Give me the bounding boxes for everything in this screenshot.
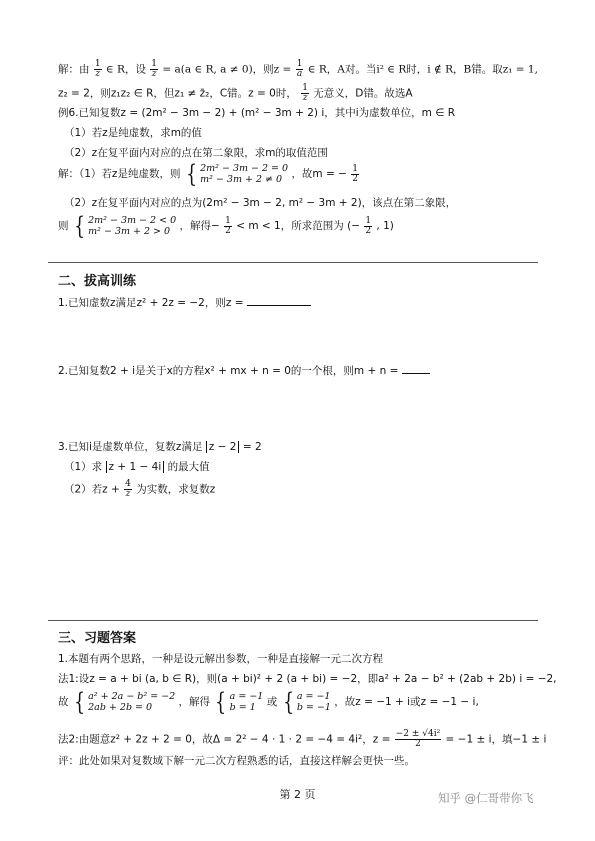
section3-line4 bbox=[58, 730, 546, 749]
fraction bbox=[296, 60, 304, 79]
section2-q3-sub2 bbox=[64, 480, 215, 499]
text: = a(a ∈ R, a ≠ 0)，则z = bbox=[162, 63, 292, 76]
system-row: 2m² − 3m − 2 = 0 bbox=[200, 163, 289, 174]
ex6-stem: 例6.已知复数z = (2m² − 3m − 2) + (m² − 3m + 2) i，其中i为虚数单位，m ∈ R bbox=[58, 107, 456, 119]
text: ∈ R，设 bbox=[105, 63, 146, 76]
section2-q3-stem bbox=[58, 440, 262, 454]
numerator: 1 bbox=[296, 59, 303, 69]
text: 2.已知复数2 + i是关于x的方程x² + mx + n = 0的一个根，则m + n = bbox=[58, 365, 399, 377]
denominator: z bbox=[302, 93, 308, 103]
text: 无意义，D错。故选A bbox=[313, 87, 413, 100]
text: （1）求 bbox=[64, 461, 103, 473]
text: 或 bbox=[266, 696, 278, 708]
ex6-answer2-line1: （2）z在复平面内对应的点为(2m² − 3m − 2, m² − 3m + 2)，该点在第二象限， bbox=[64, 197, 457, 209]
section2-q1 bbox=[58, 296, 311, 310]
brace: { bbox=[215, 688, 227, 716]
text: z₂ = 2，则z₁z₂ ∈ R，但z₁ ≠ z̄₂，C错。z = 0时， bbox=[58, 87, 297, 100]
section-divider bbox=[48, 620, 538, 621]
brace: { bbox=[74, 688, 85, 716]
text: 为实数，求复数z bbox=[136, 483, 216, 496]
system-row: m² − 3m + 2 ≠ 0 bbox=[200, 174, 283, 185]
numerator: 1 bbox=[365, 215, 372, 226]
system-row: a = −1 bbox=[229, 691, 264, 702]
fraction bbox=[301, 84, 309, 103]
text: ，故m = − bbox=[291, 168, 347, 180]
text: 的最大值 bbox=[167, 461, 210, 473]
numerator: 4 bbox=[125, 479, 131, 489]
numerator: 1 bbox=[302, 83, 308, 93]
fraction bbox=[224, 217, 232, 236]
numerator: 1 bbox=[225, 215, 231, 226]
text: 则 bbox=[58, 220, 69, 232]
denominator: 2 bbox=[365, 225, 372, 236]
section3-line3 bbox=[58, 690, 479, 714]
sol5-line1 bbox=[58, 60, 538, 79]
text: 故 bbox=[58, 696, 69, 708]
denominator: 2 bbox=[415, 739, 421, 749]
text: 解：（1）若z是纯虚数，则 bbox=[58, 168, 181, 180]
section3-line5: 评：此处如果对复数域下解一元二次方程熟悉的话，直接这样解会更快一些。 bbox=[58, 755, 415, 767]
brace: { bbox=[282, 688, 294, 716]
text: ，故z = −1 + i或z = −1 − i, bbox=[334, 696, 479, 708]
system-row: a = −1 bbox=[296, 691, 331, 702]
sol5-line2 bbox=[58, 84, 413, 103]
denominator: 2 bbox=[225, 225, 231, 236]
page-number: 第 2 页 bbox=[279, 788, 316, 801]
denominator: z bbox=[95, 69, 101, 79]
fraction bbox=[124, 480, 132, 499]
fraction bbox=[364, 217, 372, 236]
denominator: a bbox=[296, 69, 303, 79]
brace: { bbox=[186, 160, 197, 188]
text: （2）若z + bbox=[64, 483, 120, 496]
text: 3.已知i是虚数单位，复数z满足 bbox=[58, 441, 203, 453]
text: = 2 bbox=[242, 441, 262, 453]
numerator: −2 ± √4i² bbox=[395, 729, 441, 739]
system-row: b = −1 bbox=[296, 702, 331, 713]
system-row: a² + 2a − b² = −2 bbox=[88, 691, 176, 702]
ex6-q1: （1）若z是纯虚数，求m的值 bbox=[64, 127, 202, 139]
text: ∈ R，A对。当i² ∈ R时，i ∉ R，B错。取z₁ = 1, bbox=[307, 63, 538, 76]
section3-title: 三、习题答案 bbox=[58, 631, 137, 646]
denominator: 2 bbox=[352, 173, 359, 184]
answer-blank[interactable] bbox=[402, 364, 430, 374]
system-row: 2m² − 3m − 2 < 0 bbox=[88, 215, 177, 226]
section2-q2 bbox=[58, 364, 430, 378]
text: ，解得 bbox=[178, 696, 211, 708]
section3-line1: 1.本题有两个思路，一种是设元解出参数，一种是直接解一元二次方程 bbox=[58, 653, 384, 665]
section2-title: 二、拔高训练 bbox=[58, 274, 137, 289]
section-divider bbox=[48, 262, 538, 263]
abs-value: z − 2 bbox=[206, 441, 240, 453]
answer-blank[interactable] bbox=[247, 296, 311, 306]
equation-system bbox=[184, 162, 288, 186]
system-row: 2ab + 2b = 0 bbox=[88, 702, 153, 713]
numerator: 1 bbox=[151, 59, 158, 69]
numerator: 1 bbox=[352, 163, 359, 174]
system-row: m² − 3m + 2 > 0 bbox=[88, 226, 171, 237]
equation-system bbox=[72, 690, 175, 714]
text: ，解得− bbox=[179, 220, 220, 232]
equation-system bbox=[281, 690, 331, 714]
system-row: b = 1 bbox=[229, 702, 256, 713]
ex6-answer2-line2 bbox=[58, 214, 394, 238]
equation-system bbox=[72, 214, 176, 238]
brace: { bbox=[74, 212, 85, 240]
text: 法2:由题意z² + 2z + 2 = 0，故Δ = 2² − 4 · 1 · 2 = −4 = 4i²，z = bbox=[58, 733, 391, 746]
denominator: z bbox=[125, 489, 131, 499]
text: = −1 ± i，填−1 ± i bbox=[445, 733, 547, 746]
fraction bbox=[150, 60, 158, 79]
ex6-q2: （2）z在复平面内对应的点在第二象限，求m的取值范围 bbox=[64, 147, 328, 159]
numerator: 1 bbox=[94, 59, 101, 69]
fraction bbox=[94, 60, 102, 79]
abs-value: z + 1 − 4i bbox=[106, 461, 165, 473]
text: 解：由 bbox=[58, 63, 90, 76]
watermark: 知乎 @仁哥带你飞 bbox=[438, 791, 534, 805]
denominator: z bbox=[151, 69, 157, 79]
fraction bbox=[351, 165, 359, 184]
text: 1.已知虚数z满足z² + 2z = −2，则z = bbox=[58, 297, 244, 309]
section2-q3-sub1 bbox=[64, 460, 210, 474]
text: (− bbox=[347, 220, 360, 232]
fraction bbox=[395, 730, 441, 749]
text: < m < 1，所求范围为 bbox=[236, 220, 344, 232]
equation-system bbox=[213, 690, 263, 714]
ex6-answer1 bbox=[58, 162, 360, 186]
section3-line2: 法1:设z = a + bi (a, b ∈ R)，则(a + bi)² + 2 (a + bi) = −2，即a² + 2a − b² + (2ab + 2b) i = −2, bbox=[58, 673, 557, 685]
text: , 1) bbox=[376, 220, 394, 232]
